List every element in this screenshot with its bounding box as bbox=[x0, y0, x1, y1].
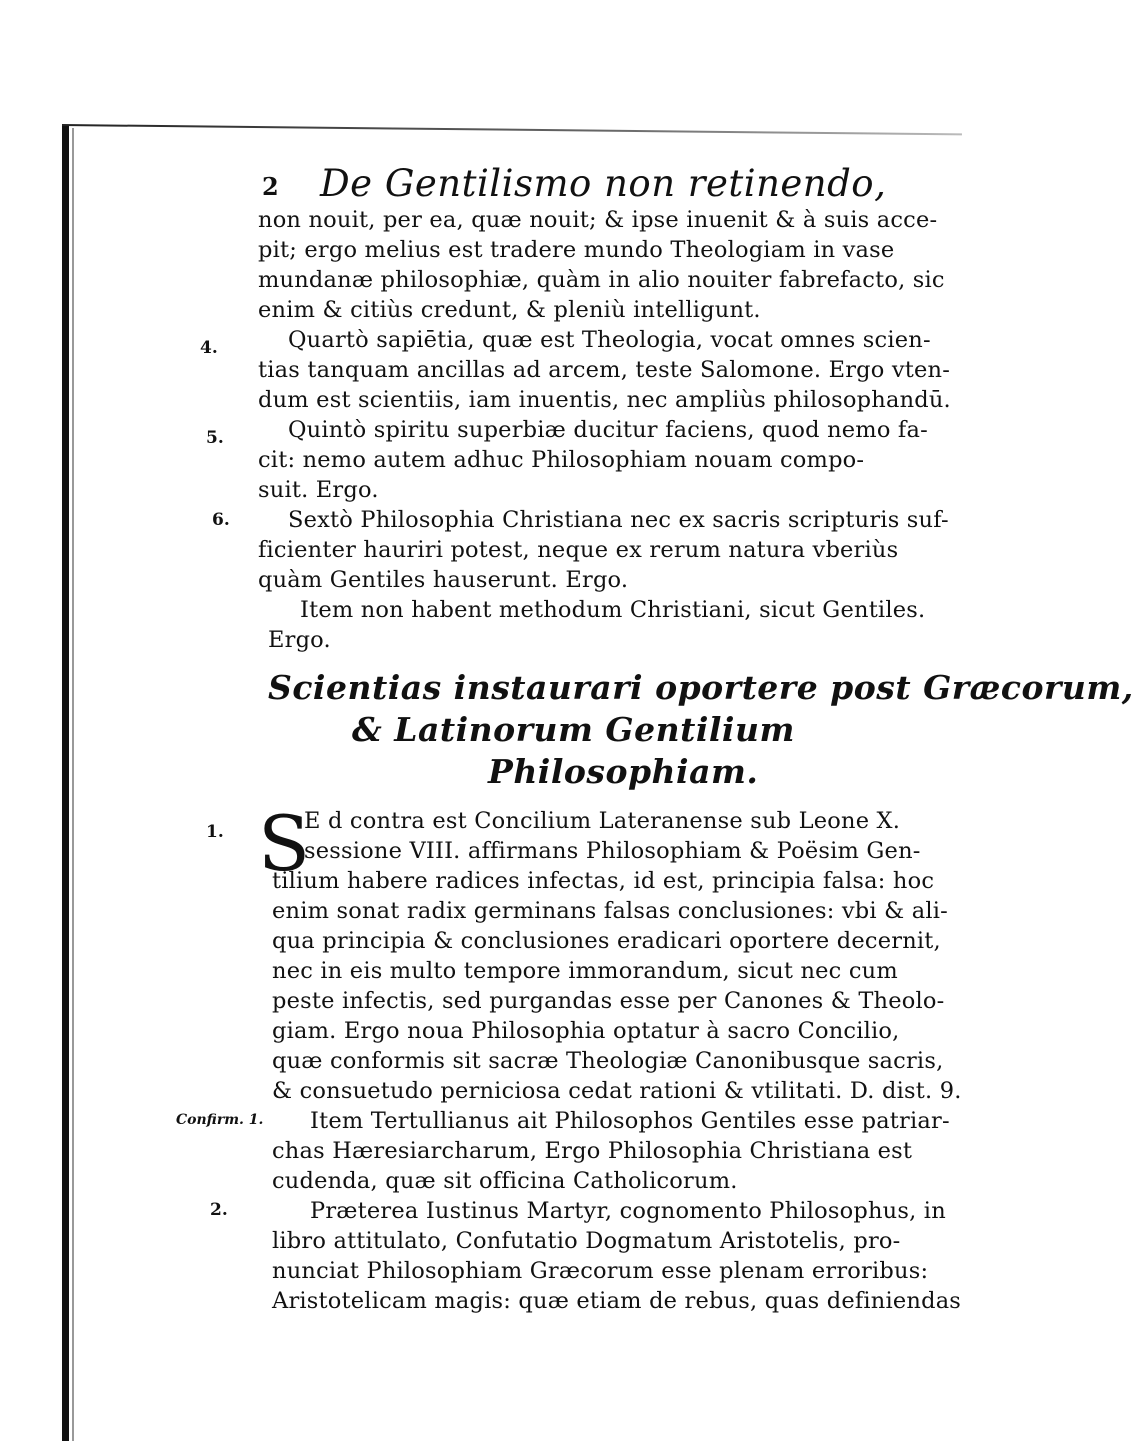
text-line: sessione VIII. affirmans Philosophiam & Poësim Gen- bbox=[304, 838, 921, 864]
text-line: dum est scientiis, iam inuentis, nec ampliùs philosophandū. bbox=[258, 387, 951, 413]
text-line: giam. Ergo noua Philosophia optatur à sacro Concilio, bbox=[272, 1018, 900, 1044]
margin-note-6: 6. bbox=[212, 510, 230, 530]
text-line: pit; ergo melius est tradere mundo Theologiam in vase bbox=[258, 237, 895, 263]
text-line: non nouit, per ea, quæ nouit; & ipse inuenit & à suis acce- bbox=[258, 207, 938, 233]
text-line: Item non habent methodum Christiani, sicut Gentiles. bbox=[300, 597, 926, 623]
text-line: peste infectis, sed purgandas esse per Canones & Theolo- bbox=[272, 988, 945, 1014]
text-line: qua principia & conclusiones eradicari oportere decernit, bbox=[272, 928, 941, 954]
text-line: Quintò spiritu superbiæ ducitur faciens, quod nemo fa- bbox=[288, 417, 928, 443]
margin-note-5: 5. bbox=[206, 428, 224, 448]
text-line: Aristotelicam magis: quæ etiam de rebus, quas definiendas bbox=[272, 1288, 962, 1314]
text-line: tias tanquam ancillas ad arcem, teste Salomone. Ergo vten- bbox=[258, 357, 951, 383]
drop-cap: S bbox=[258, 799, 311, 888]
text-line: cudenda, quæ sit officina Catholicorum. bbox=[272, 1168, 738, 1194]
text-line: libro attitulato, Confutatio Dogmatum Aristotelis, pro- bbox=[272, 1228, 901, 1254]
heading-line-1: Scientias instaurari oportere post Græcorum, bbox=[268, 668, 1134, 707]
text-line: quæ conformis sit sacræ Theologiæ Canonibusque sacris, bbox=[272, 1048, 944, 1074]
margin-note-1: 1. bbox=[206, 822, 224, 842]
heading-line-3: Philosophiam. bbox=[488, 752, 759, 791]
heading-line-2: & Latinorum Gentilium bbox=[352, 710, 795, 749]
text-line: enim & citiùs credunt, & pleniù intelligunt. bbox=[258, 297, 761, 323]
text-line: Sextò Philosophia Christiana nec ex sacris scripturis suf- bbox=[288, 507, 949, 533]
text-line: & consuetudo perniciosa cedat rationi & vtilitati. D. dist. 9. bbox=[272, 1078, 962, 1104]
running-title: De Gentilismo non retinendo, bbox=[320, 162, 887, 205]
text-line: cit: nemo autem adhuc Philosophiam nouam compo- bbox=[258, 447, 865, 473]
text-line: chas Hæresiarcharum, Ergo Philosophia Christiana est bbox=[272, 1138, 913, 1164]
page-top-edge bbox=[62, 124, 962, 135]
text-line: mundanæ philosophiæ, quàm in alio nouiter fabrefacto, sic bbox=[258, 267, 945, 293]
text-line: Item Tertullianus ait Philosophos Gentiles esse patriar- bbox=[310, 1108, 950, 1134]
margin-note-2: 2. bbox=[210, 1200, 228, 1220]
text-line: nec in eis multo tempore immorandum, sicut nec cum bbox=[272, 958, 898, 984]
text-line: suit. Ergo. bbox=[258, 477, 379, 503]
text-line: ficienter hauriri potest, neque ex rerum natura vberiùs bbox=[258, 537, 899, 563]
text-line: tilium habere radices infectas, id est, principia falsa: hoc bbox=[272, 868, 935, 894]
margin-note-4: 4. bbox=[200, 338, 218, 358]
text-line: E d contra est Concilium Lateranense sub Leone X. bbox=[304, 808, 901, 834]
margin-note-confirm: Confirm. 1. bbox=[176, 1112, 264, 1128]
text-line: Præterea Iustinus Martyr, cognomento Philosophus, in bbox=[310, 1198, 946, 1224]
page-number: 2 bbox=[262, 172, 279, 201]
text-line: enim sonat radix germinans falsas conclusiones: vbi & ali- bbox=[272, 898, 948, 924]
text-line: Ergo. bbox=[268, 627, 331, 653]
binding-edge-shadow bbox=[72, 128, 74, 1441]
text-line: nunciat Philosophiam Græcorum esse plenam erroribus: bbox=[272, 1258, 929, 1284]
text-line: quàm Gentiles hauserunt. Ergo. bbox=[258, 567, 629, 593]
text-line: Quartò sapiētia, quæ est Theologia, vocat omnes scien- bbox=[288, 327, 931, 353]
binding-edge bbox=[62, 125, 69, 1441]
